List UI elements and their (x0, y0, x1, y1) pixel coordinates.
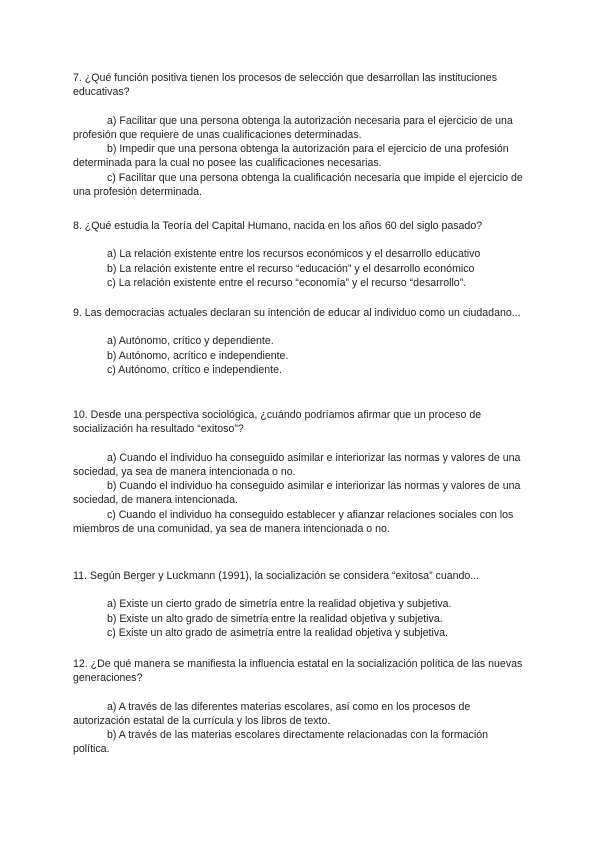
question-11 (73, 569, 525, 640)
option-a: a) Facilitar que una persona obtenga la autorización necesaria para el ejercicio de una profesión que requiere de unas cualificaciones determinadas. (73, 114, 513, 141)
option-b: b) La relación existente entre el recurso “educación” y el desarrollo económico (107, 262, 475, 275)
option-b: b) Cuando el individuo ha conseguido asimilar e interiorizar las normas y valores de una sociedad, de manera intencionada. (73, 480, 521, 507)
question-text: 12. ¿De qué manera se manifiesta la influencia estatal en la socialización política de las nuevas generaciones? (73, 658, 523, 685)
option-a: a) La relación existente entre los recursos económicos y el desarrollo educativo (107, 248, 481, 261)
question-7 (73, 71, 525, 199)
option-c: c) La relación existente entre el recurso “economía” y el recurso “desarrollo”. (107, 276, 467, 289)
question-text: 7. ¿Qué función positiva tienen los procesos de selección que desarrollan las instituciones educativas? (73, 72, 497, 99)
question-12 (73, 657, 525, 757)
option-b: b) A través de las materias escolares directamente relacionadas con la formación política. (73, 729, 488, 756)
option-a: a) Existe un cierto grado de simetría entre la realidad objetiva y subjetiva. (107, 598, 452, 611)
option-b: b) Autónomo, acrítico e independiente. (107, 349, 289, 362)
question-8 (73, 219, 525, 290)
option-c: c) Cuando el individuo ha conseguido establecer y afianzar relaciones sociales con los miembros de una comunidad, ya sea de manera intencionada o no. (73, 508, 514, 536)
question-text: 10. Desde una perspectiva sociológica, ¿cuándo podríamos afirmar que un proceso de socialización ha resultado “exitoso”? (73, 409, 482, 436)
question-text: 11. Según Berger y Luckmann (1991), la socialización se considera “exitosa” cuando... (73, 570, 480, 582)
option-a: a) Autónomo, crítico y dependiente. (107, 335, 274, 348)
option-c: c) Existe un alto grado de asimetría entre la realidad objetiva y subjetiva. (107, 626, 448, 639)
option-c: c) Facilitar que una persona obtenga la cualificación necesaria que impide el ejercicio de una profesión determinada. (73, 171, 523, 199)
option-a: a) Cuando el individuo ha conseguido asimilar e interiorizar las normas y valores de una sociedad, ya sea de manera intencionada o no. (73, 451, 521, 478)
option-b: b) Impedir que una persona obtenga la autorización para el ejercicio de una profesión determinada para la cual no posee las cualificaciones necesarias. (73, 143, 509, 170)
option-b: b) Existe un alto grado de simetría entre la realidad objetiva y subjetiva. (107, 612, 443, 625)
question-10 (73, 408, 525, 536)
question-9 (73, 306, 525, 377)
question-text: 9. Las democracias actuales declaran su intención de educar al individuo como un ciudadano... (73, 307, 521, 319)
question-text: 8. ¿Qué estudia la Teoría del Capital Humano, nacida en los años 60 del siglo pasado? (73, 220, 483, 232)
option-a: a) A través de las diferentes materias escolares, así como en los procesos de autorización estatal de la currícula y los libros de texto. (73, 700, 471, 727)
option-c: c) Autónomo, crítico e independiente. (107, 363, 282, 376)
